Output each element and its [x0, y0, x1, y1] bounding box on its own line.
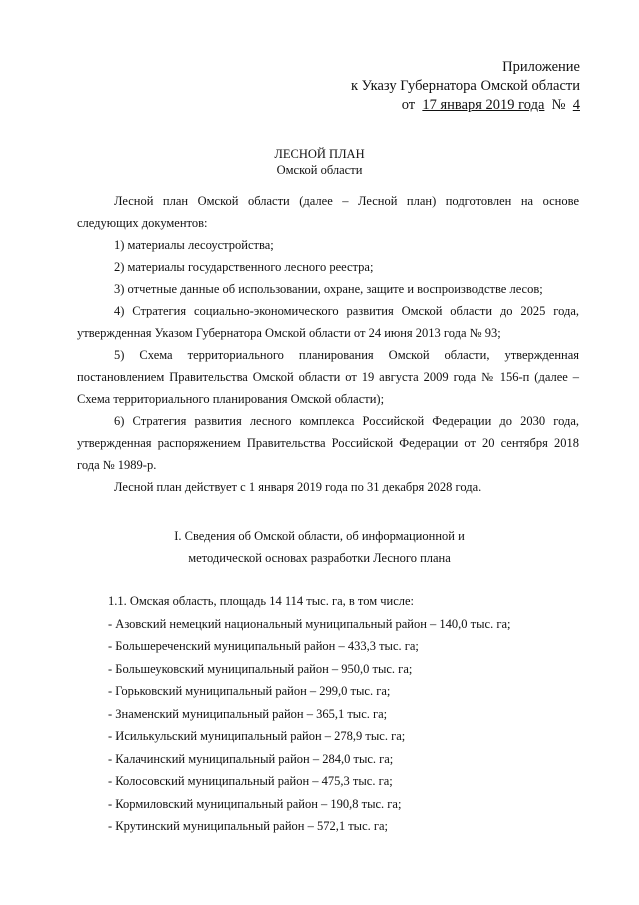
document-subtitle: Омской области — [276, 163, 363, 177]
document-title: ЛЕСНОЙ ПЛАН — [274, 147, 365, 161]
doc-item-2: 2) материалы государственного лесного реестра; — [114, 260, 374, 274]
area-total-item: 1.1. Омская область, площадь 14 114 тыс. га, в том числе: — [108, 594, 415, 608]
district-list — [108, 590, 511, 838]
list-item: - Большеуковский муниципальный район – 950,0 тыс. га; — [108, 661, 413, 676]
list-item: - Исилькульский муниципальный район – 278,9 тыс. га; — [108, 729, 406, 743]
appendix-date: 17 января 2019 года — [422, 97, 545, 113]
validity-paragraph: Лесной план действует с 1 января 2019 года по 31 декабря 2028 года. — [114, 480, 482, 494]
list-item: - Калачинский муниципальный район – 284,0 тыс. га; — [108, 751, 394, 766]
appendix-date-line — [351, 96, 580, 115]
list-item: - Кормиловский муниципальный район – 190,8 тыс. га; — [108, 796, 402, 811]
section-heading-line1: I. Сведения об Омской области, об информационной и — [174, 529, 465, 543]
document-title-block — [0, 146, 639, 178]
doc-item-5: 5) Схема территориального планирования Омской области, утвержденная постановлением Правительства Омской области от 19 августа 2009 года № 156-п (далее – Схема территориального планирования Омской области); — [77, 348, 579, 406]
list-item: - Колосовский муниципальный район – 475,3 тыс. га; — [108, 774, 393, 788]
list-item: - Горьковский муниципальный район – 299,0 тыс. га; — [108, 684, 391, 698]
appendix-label: Приложение — [502, 59, 580, 75]
appendix-from: от — [401, 97, 416, 113]
appendix-number-sign: № — [551, 97, 566, 113]
section-heading — [0, 525, 639, 569]
doc-item-3: 3) отчетные данные об использовании, охране, защите и воспроизводстве лесов; — [114, 282, 543, 296]
section-heading-line2: методической основах разработки Лесного плана — [188, 551, 451, 565]
list-item: - Большереченский муниципальный район – 433,3 тыс. га; — [108, 639, 419, 653]
list-item: - Знаменский муниципальный район – 365,1 тыс. га; — [108, 706, 388, 721]
appendix-decree: к Указу Губернатора Омской области — [350, 78, 580, 94]
intro-paragraph: Лесной план Омской области (далее – Лесной план) подготовлен на основе следующих документов: — [77, 194, 579, 230]
list-item: - Крутинский муниципальный район – 572,1 тыс. га; — [108, 819, 389, 833]
appendix-header — [351, 58, 580, 115]
list-item: - Азовский немецкий национальный муниципальный район – 140,0 тыс. га; — [108, 616, 511, 631]
doc-item-4: 4) Стратегия социально-экономического развития Омской области до 2025 года, утвержденная Указом Губернатора Омской области от 24 июня 2013 года № 93; — [77, 304, 579, 340]
doc-item-1: 1) материалы лесоустройства; — [114, 238, 274, 252]
doc-item-6: 6) Стратегия развития лесного комплекса Российской Федерации до 2030 года, утвержденная распоряжением Правительства Российской Федерации от 20 сентября 2018 года № 1989-р. — [77, 414, 579, 472]
intro-section — [77, 190, 579, 498]
appendix-number: 4 — [572, 97, 580, 113]
